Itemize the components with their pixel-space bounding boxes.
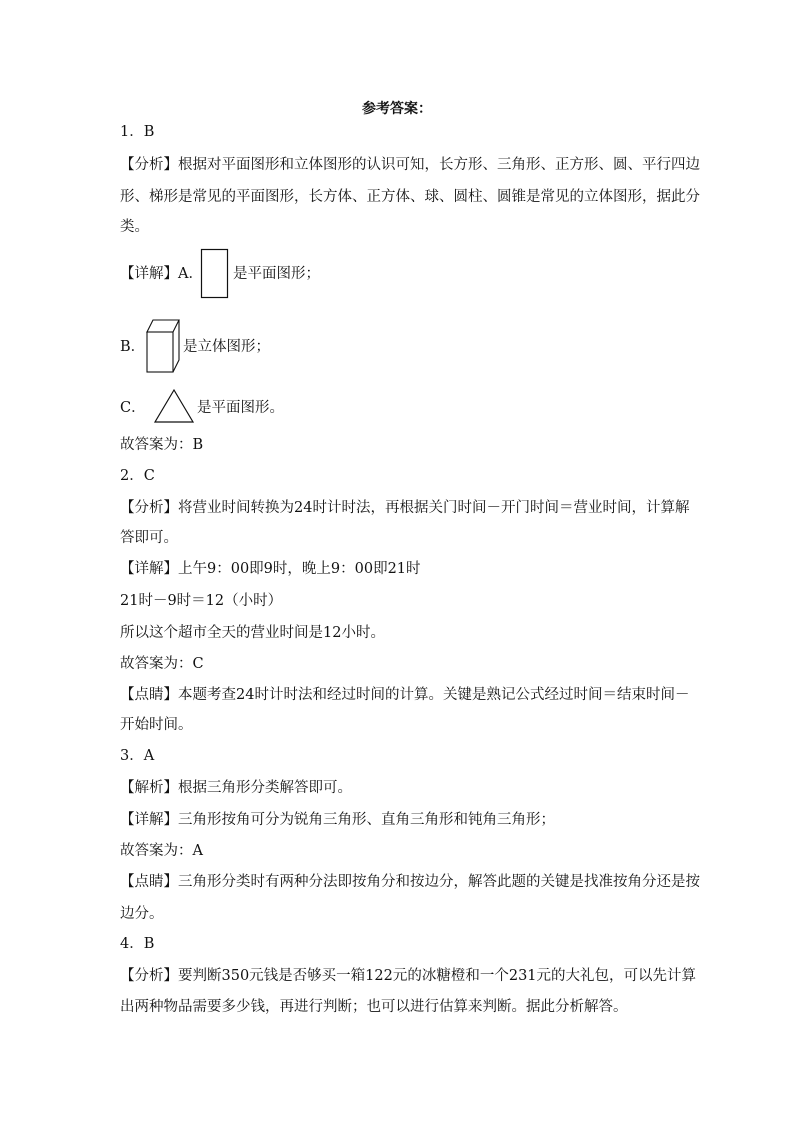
q2-analysis-line1: 【分析】将营业时间转换为24时计时法，再根据关门时间－开门时间＝营业时间，计算解 [120, 500, 690, 516]
q2-detail-line1: 【详解】上午9：00即9时，晚上9：00即21时 [120, 561, 421, 577]
q4-analysis-line1: 【分析】要判断350元钱是否够买一箱122元的冰糖橙和一个231元的大礼包，可以先计算 [120, 968, 697, 984]
q2-analysis-line2: 答即可。 [120, 530, 178, 546]
q1-detail-b-label: B． [120, 339, 146, 355]
rectangle-figure [200, 248, 230, 300]
q1-analysis-line3: 类。 [120, 219, 149, 235]
q3-comment-line2: 边分。 [120, 906, 164, 922]
q3-analysis: 【解析】根据三角形分类解答即可。 [120, 780, 352, 796]
q4-analysis-line2: 出两种物品需要多少钱，再进行判断；也可以进行估算来判断。据此分析解答。 [120, 999, 628, 1015]
q2-detail-line2: 21时－9时＝12（小时） [120, 593, 283, 609]
q2-number: 2．C [120, 468, 155, 484]
q3-number: 3．A [120, 748, 155, 764]
q1-detail-b-text: 是立体图形； [183, 339, 270, 355]
q1-detail-a-text: 是平面图形； [233, 266, 320, 282]
q1-analysis-line2: 形、梯形是常见的平面图形，长方体、正方体、球、圆柱、圆锥是常见的立体图形，据此分 [120, 189, 700, 205]
q1-detail-c-label: C． [120, 400, 146, 416]
q3-detail: 【详解】三角形按角可分为锐角三角形、直角三角形和钝角三角形； [120, 812, 555, 828]
q1-detail-c-text: 是平面图形。 [197, 400, 284, 416]
cuboid-figure [145, 318, 183, 374]
page-title: 参考答案： [362, 101, 432, 117]
q2-comment-line2: 开始时间。 [120, 717, 193, 733]
q1-detail-a-label: 【详解】A． [120, 266, 203, 282]
q1-answer: 故答案为：B [120, 437, 204, 453]
q2-detail-line3: 所以这个超市全天的营业时间是12小时。 [120, 625, 385, 641]
q3-answer: 故答案为：A [120, 843, 203, 859]
q2-answer: 故答案为：C [120, 656, 204, 672]
q2-comment-line1: 【点睛】本题考查24时计时法和经过时间的计算。关键是熟记公式经过时间＝结束时间－ [120, 687, 690, 703]
q4-number: 4．B [120, 936, 155, 952]
q1-analysis-line1: 【分析】根据对平面图形和立体图形的认识可知，长方形、三角形、正方形、圆、平行四边 [120, 157, 700, 173]
triangle-figure [153, 388, 195, 424]
q1-number: 1．B [120, 124, 155, 140]
q3-comment-line1: 【点睛】三角形分类时有两种分法即按角分和按边分，解答此题的关键是找准按角分还是按 [120, 874, 700, 890]
